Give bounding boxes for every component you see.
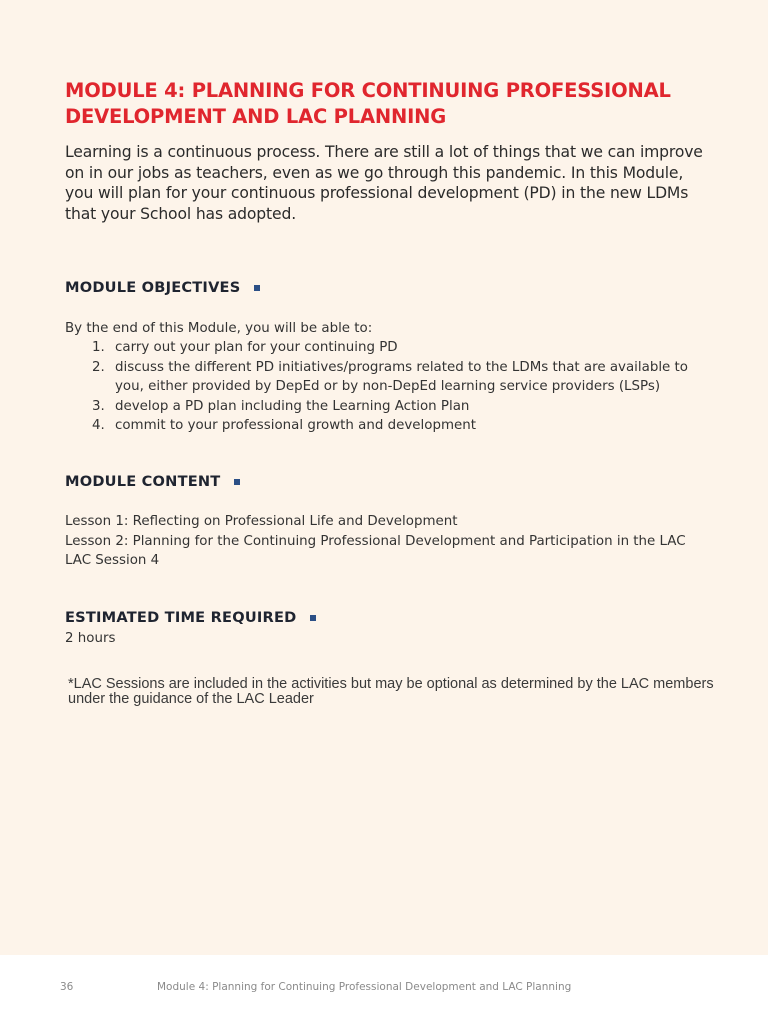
module-intro: Learning is a continuous process. There are still a lot of things that we can improve on in our jobs as teachers, even as we go through this pandemic. In this Module, you will plan for your continuous professional development (PD) in the new LDMs that your School has adopted. (65, 143, 703, 223)
list-item-number: 3. (92, 398, 105, 414)
lac-sessions-note: *LAC Sessions are included in the activities but may be optional as determined by the LAC members under the guidance of the LAC Leader (68, 676, 714, 707)
objectives-list (92, 338, 715, 436)
square-icon (234, 479, 240, 485)
list-item-number: 2. (92, 359, 105, 375)
lesson-item: Lesson 1: Reflecting on Professional Life and Development (65, 514, 458, 529)
list-item (92, 358, 715, 397)
objectives-lead: By the end of this Module, you will be able to: (65, 321, 373, 336)
list-item (92, 338, 715, 358)
list-item-text: develop a PD plan including the Learning Action Plan (115, 398, 470, 414)
content-heading-label: MODULE CONTENT (65, 473, 221, 490)
page-number: 36 (60, 981, 74, 993)
lesson-item: Lesson 2: Planning for the Continuing Professional Development and Participation in the LAC (65, 533, 686, 549)
time-heading (65, 608, 316, 628)
list-item (92, 416, 715, 436)
time-value: 2 hours (65, 631, 116, 646)
square-icon (310, 615, 316, 621)
objectives-heading-label: MODULE OBJECTIVES (65, 279, 241, 296)
lesson-item: LAC Session 4 (65, 553, 160, 568)
list-item (92, 397, 715, 417)
time-heading-label: ESTIMATED TIME REQUIRED (65, 609, 297, 626)
square-icon (254, 285, 260, 291)
list-item-number: 4. (92, 418, 105, 433)
list-item-text: discuss the different PD initiatives/programs related to the LDMs that are available to you, either provided by DepEd or by non-DepEd learning service providers (LSPs) (115, 359, 688, 394)
footer-title: Module 4: Planning for Continuing Professional Development and LAC Planning (157, 981, 572, 993)
content-heading (65, 472, 240, 492)
list-item-text: carry out your plan for your continuing PD (115, 340, 398, 355)
objectives-heading (65, 278, 260, 298)
module-title: MODULE 4: PLANNING FOR CONTINUING PROFESSIONAL DEVELOPMENT AND LAC PLANNING (65, 79, 671, 128)
content-list (65, 512, 715, 571)
list-item-number: 1. (92, 340, 105, 355)
list-item-text: commit to your professional growth and development (115, 418, 476, 433)
